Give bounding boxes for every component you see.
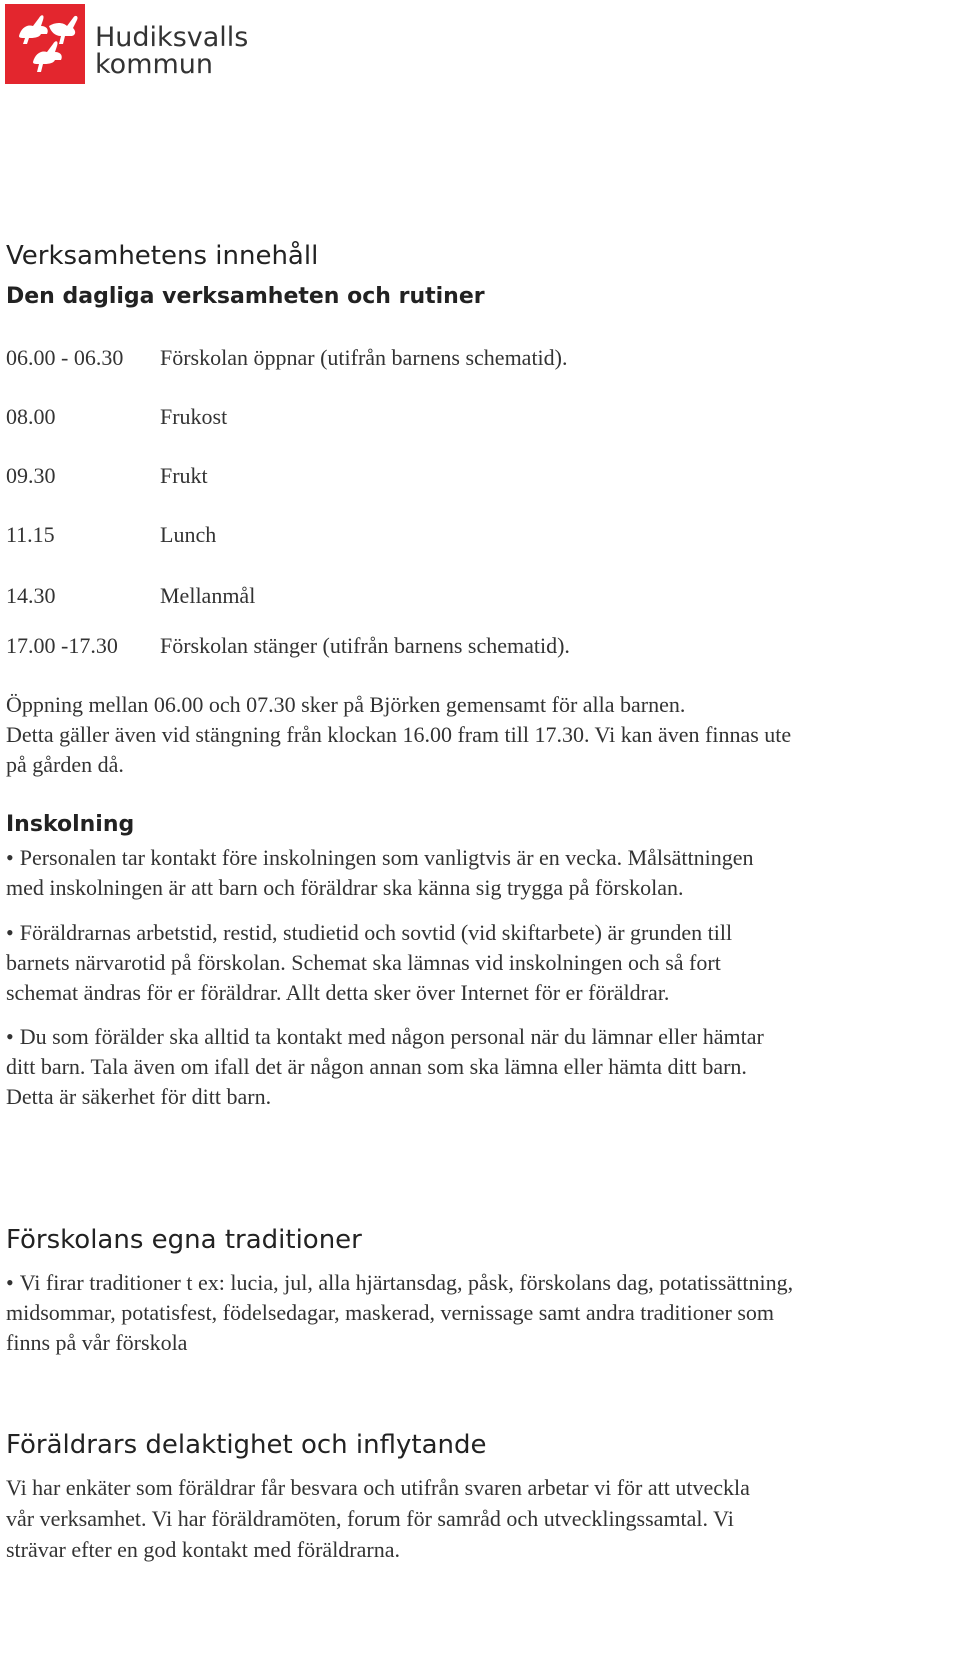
parents-paragraph	[6, 1472, 906, 1565]
bullet-icon: •	[6, 1270, 14, 1295]
paragraph-line: Vi har enkäter som föräldrar får besvara och utifrån svaren arbetar vi för att utveckla	[6, 1475, 750, 1500]
schedule-time: 09.30	[6, 463, 56, 488]
bullet-icon: •	[6, 1024, 14, 1049]
bullet-item	[6, 1022, 906, 1112]
hudiksvalls-logo	[5, 4, 255, 84]
schedule-row	[6, 522, 216, 548]
bullet-text: midsommar, potatisfest, födelsedagar, maskerad, vernissage samt andra traditioner som	[6, 1300, 775, 1325]
bullet-item	[6, 918, 906, 1008]
bullet-text: Föräldrarnas arbetstid, restid, studietid och sovtid (vid skiftarbete) är grunden till	[19, 920, 733, 945]
bullet-text: Personalen tar kontakt före inskolningen som vanligtvis är en vecka. Målsättningen	[19, 845, 754, 870]
schedule-time: 14.30	[6, 583, 56, 608]
schedule-activity: Mellanmål	[160, 583, 256, 608]
bullet-text: schemat ändras för er föräldrar. Allt detta sker över Internet för er föräldrar.	[6, 980, 670, 1005]
paragraph-line: på gården då.	[6, 752, 124, 777]
bullet-icon: •	[6, 920, 14, 945]
schedule-activity: Frukt	[160, 463, 208, 488]
bullet-text: Detta är säkerhet för ditt barn.	[6, 1084, 272, 1109]
logo-line2: kommun	[95, 49, 214, 80]
bullet-text: Du som förälder ska alltid ta kontakt med någon personal när du lämnar eller hämtar	[19, 1024, 764, 1049]
schedule-activity: Lunch	[160, 522, 217, 547]
bullet-text: finns på vår förskola	[6, 1330, 188, 1355]
bullet-text: Vi firar traditioner t ex: lucia, jul, alla hjärtansdag, påsk, förskolans dag, potatissättning,	[19, 1270, 794, 1295]
schedule-time: 11.15	[6, 522, 55, 547]
schedule-row	[6, 404, 227, 430]
bullet-item	[6, 843, 906, 903]
subheading-daily-routines: Den dagliga verksamheten och rutiner	[6, 284, 485, 309]
schedule-row	[6, 463, 208, 489]
goat-emblem-icon	[5, 4, 85, 84]
schedule-time: 06.00 - 06.30	[6, 345, 124, 370]
schedule-row	[6, 633, 570, 659]
section-heading-inskolning: Inskolning	[6, 812, 135, 837]
schedule-row	[6, 583, 255, 609]
section-heading-traditions: Förskolans egna traditioner	[6, 1225, 362, 1255]
schedule-activity: Frukost	[160, 404, 228, 429]
logo-wordmark	[95, 24, 248, 78]
schedule-time: 17.00 -17.30	[6, 633, 118, 658]
logo-line1: Hudiksvalls	[95, 22, 249, 53]
bullet-text: med inskolningen är att barn och föräldrar ska känna sig trygga på förskolan.	[6, 875, 684, 900]
paragraph-line: strävar efter en god kontakt med föräldrarna.	[6, 1537, 400, 1562]
bullet-text: ditt barn. Tala även om ifall det är någon annan som ska lämna eller hämta ditt barn.	[6, 1054, 747, 1079]
schedule-activity: Förskolan stänger (utifrån barnens schematid).	[160, 633, 570, 658]
schedule-activity: Förskolan öppnar (utifrån barnens schematid).	[160, 345, 568, 370]
section-heading-activity: Verksamhetens innehåll	[6, 241, 319, 271]
paragraph-line: Detta gäller även vid stängning från klockan 16.00 fram till 17.30. Vi kan även finnas ute	[6, 722, 792, 747]
schedule-row	[6, 345, 568, 371]
opening-paragraph	[6, 690, 906, 780]
section-heading-parents: Föräldrars delaktighet och inflytande	[6, 1430, 487, 1460]
paragraph-line: vår verksamhet. Vi har föräldramöten, forum för samråd och utvecklingssamtal. Vi	[6, 1506, 734, 1531]
paragraph-line: Öppning mellan 06.00 och 07.30 sker på Björken gemensamt för alla barnen.	[6, 692, 686, 717]
schedule-time: 08.00	[6, 404, 56, 429]
bullet-item	[6, 1268, 906, 1358]
bullet-icon: •	[6, 845, 14, 870]
bullet-text: barnets närvarotid på förskolan. Schemat ska lämnas vid inskolningen och så fort	[6, 950, 721, 975]
